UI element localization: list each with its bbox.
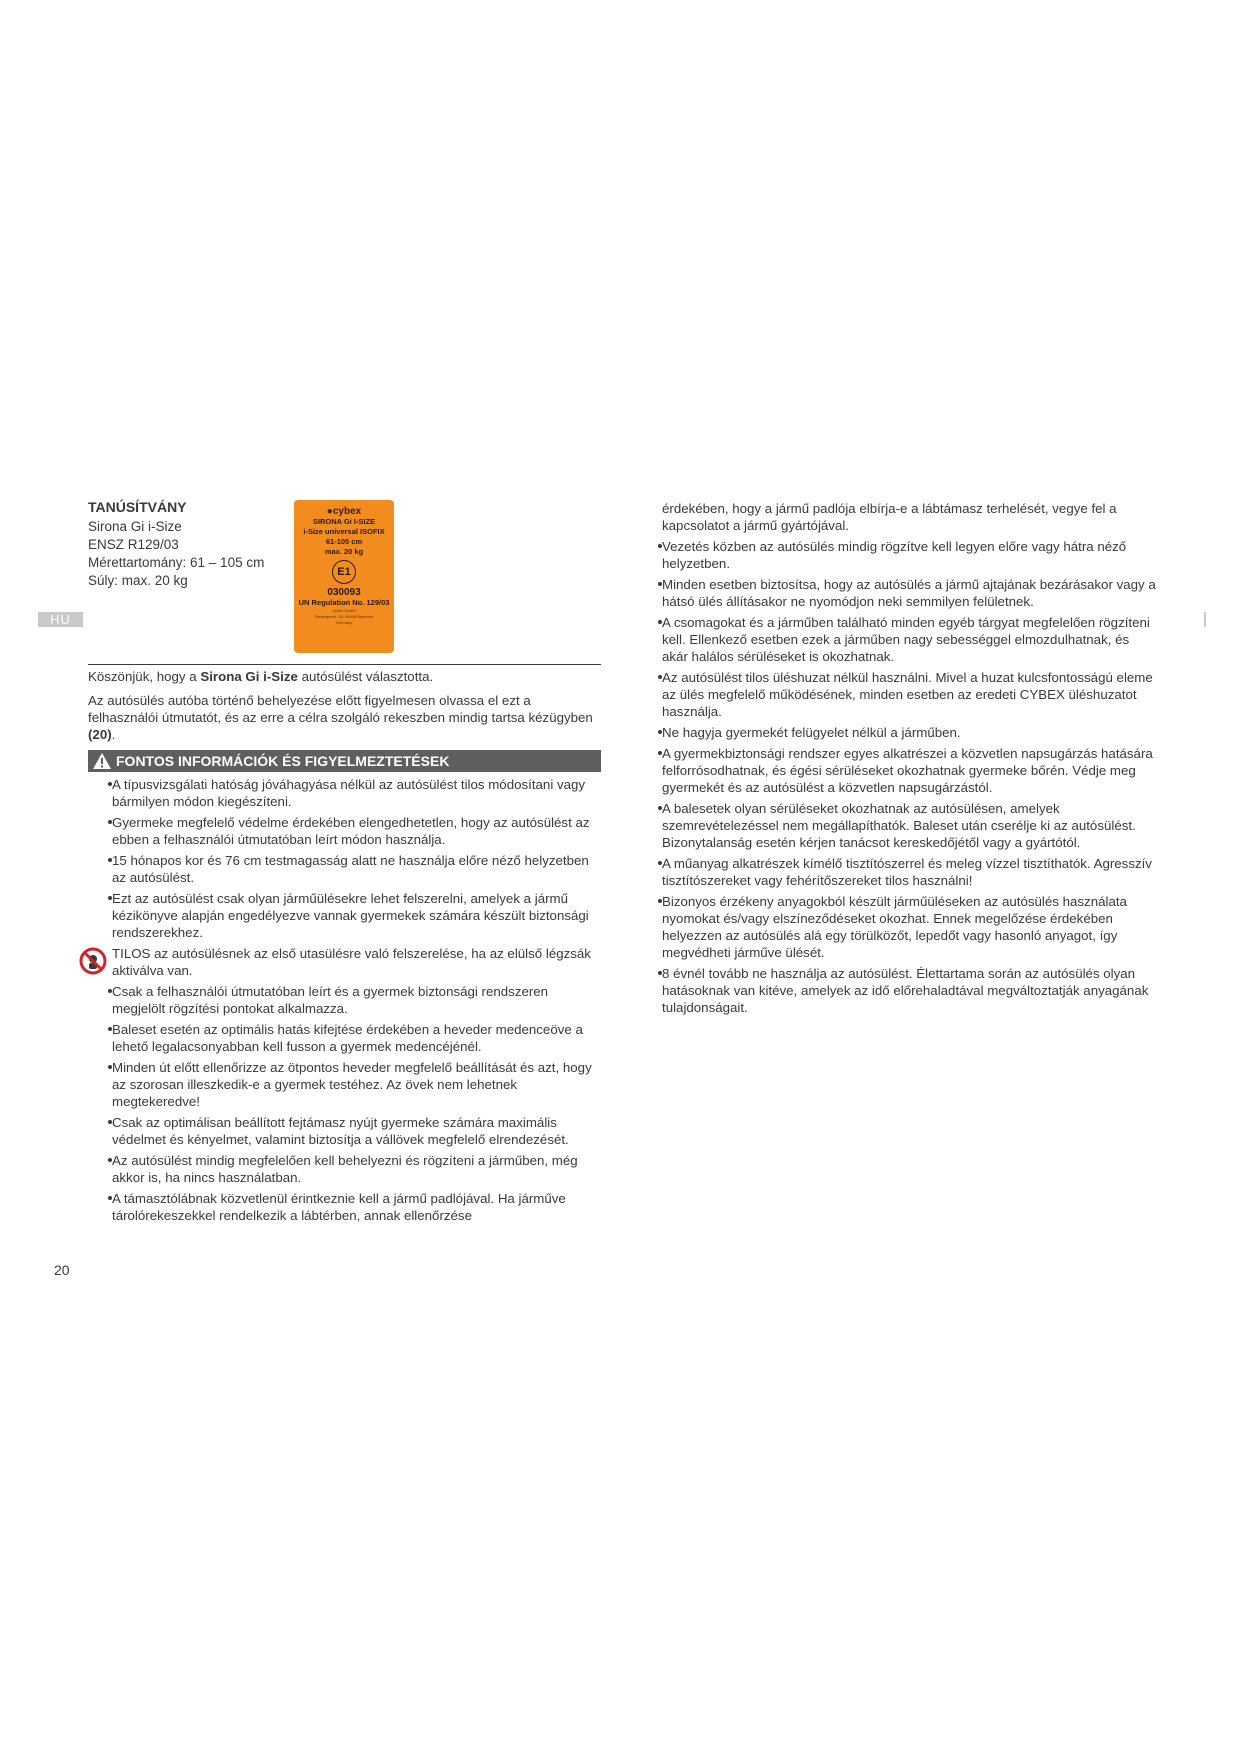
page-number: 20 (54, 1262, 70, 1278)
warning-header (88, 750, 601, 772)
label-fine-print: Germany (335, 620, 353, 625)
label-line: 61-105 cm (325, 537, 363, 546)
certificate-line: Sirona Gi i-Size (88, 519, 182, 534)
list-item: Csak a felhasználói útmutatóban leírt és a gyermek biztonsági rendszeren megjelölt rögzítési pontokat alkalmazza. (112, 983, 604, 1017)
intro-text (88, 668, 602, 750)
approval-number: 030093 (327, 587, 361, 598)
thanks-paragraph: Köszönjük, hogy a Sirona Gi i-Size autósülést választotta. (88, 669, 434, 684)
label-line: i-Size universal ISOFIX (303, 527, 385, 536)
certificate-line: Súly: max. 20 kg (88, 573, 188, 588)
certificate-heading: TANÚSÍTVÁNY (88, 499, 187, 515)
brand-logo: ●cybex (326, 506, 362, 517)
language-tab: HU (38, 612, 83, 627)
regulation-text: UN Regulation No. 129/03 (298, 598, 390, 607)
no-airbag-icon (79, 947, 107, 975)
list-item: Bizonyos érzékeny anyagokból készült járműüléseken az autósülés használata nyomokat és/vagy elszíneződéseket okozhat. Ennek megelőzése érdekében helyezzen az autósülés alá egy törülközőt, lepedőt vagy hasonló anyagot, így megvédheti járműve ülését. (662, 893, 1158, 961)
certificate-line: Mérettartomány: 61 – 105 cm (88, 555, 265, 570)
list-item: A balesetek olyan sérüléseket okozhatnak az autósülésen, amelyek szemrevételezéssel nem megállapíthatók. Baleset után cserélje ki az autósülést. Bizonytalanság esetén kérjen tanácsot kereskedőjétől vagy a gyártótól. (662, 800, 1158, 851)
list-item: Baleset esetén az optimális hatás kifejtése érdekében a heveder medenceöve a lehető legalacsonyabban kell fusson a gyermek medencéjénél. (112, 1021, 604, 1055)
list-item: Minden esetben biztosítsa, hogy az autósülés a jármű ajtajának bezárásakor vagy a hátsó ülés állításakor ne nyomódjon neki semmilyen felületnek. (662, 576, 1158, 610)
warnings-list-left (112, 776, 604, 1228)
list-item: Az autósülést tilos üléshuzat nélkül használni. Mivel a huzat kulcsfontosságú eleme az ülés megfelelő működésének, minden esetben az eredeti CYBEX üléshuzatot használja. (662, 669, 1158, 720)
list-item: A típusvizsgálati hatóság jóváhagyása nélkül az autósülést tilos módosítani vagy bármilyen módon kiegészíteni. (112, 776, 604, 810)
list-item: 8 évnél tovább ne használja az autósülést. Élettartama során az autósülés olyan hatásoknak van kitéve, amelyek az idő előrehaladtával megváltoztatják anyagának tulajdonságait. (662, 965, 1158, 1016)
warning-header-text: FONTOS INFORMÁCIÓK ÉS FIGYELMEZTETÉSEK (116, 753, 450, 769)
section-divider (88, 664, 601, 665)
warning-triangle-icon (92, 752, 112, 770)
list-item: Gyermeke megfelelő védelme érdekében elengedhetetlen, hogy az autósülést az ebben a felhasználói útmutatóban leírt módon használja. (112, 814, 604, 848)
warnings-list-right (662, 500, 1158, 1020)
list-item: Csak az optimálisan beállított fejtámasz nyújt gyermeke számára maximális védelmet és kényelmet, valamint biztosítja a vállövek megfelelő elrendezését. (112, 1114, 604, 1148)
list-item: A csomagokat és a járműben található minden egyéb tárgyat megfelelően rögzíteni kell. Ellenkező esetben ezek a járműben nagy sebességgel elmozdulhatnak, és akár halálos sérüléseket is okozhatnak. (662, 614, 1158, 665)
label-fine-print: Riedingerstr. 18, 95448 Bayreuth (314, 614, 374, 619)
list-item: A támasztólábnak közvetlenül érintkeznie kell a jármű padlójával. Ha járműve tárolórekeszekkel rendelkezik a lábtérben, annak ellenőrzése (112, 1190, 604, 1224)
list-item: Vezetés közben az autósülés mindig rögzítve kell legyen előre vagy hátra néző helyzetben. (662, 538, 1158, 572)
list-item: 15 hónapos kor és 76 cm testmagasság alatt ne használja előre néző helyzetben az autósülést. (112, 852, 604, 886)
label-line: SIRONA Gi I-SIZE (312, 517, 376, 526)
list-item: Ezt az autósülést csak olyan járműülésekre lehet felszerelni, amelyek a jármű kézikönyve alapján engedélyezve vannak gyermekek számára készült biztonsági rendszerekhez. (112, 890, 604, 941)
certificate-block (88, 498, 264, 590)
approval-label (294, 500, 394, 653)
page-edge-marker (1204, 612, 1206, 627)
list-item: A gyermekbiztonsági rendszer egyes alkatrészei a közvetlen napsugárzás hatására felforrósodhatnak, és égési sérüléseket okozhatnak gyermeke bőrén. Védje meg gyermekét és az autósülést a közvetlen napsugárzástól. (662, 745, 1158, 796)
list-item: Minden út előtt ellenőrizze az ötpontos heveder megfelelő beállítását és azt, hogy az szorosan illeszkedik-e a gyermek testéhez. Az övek nem lehetnek megtekeredve! (112, 1059, 604, 1110)
list-item: Az autósülést mindig megfelelően kell behelyezni és rögzíteni a járműben, még akkor is, ha nincs használatban. (112, 1152, 604, 1186)
list-item: A műanyag alkatrészek kímélő tisztítószerrel és meleg vízzel tisztíthatók. Agresszív tisztítószereket vagy fehérítőszereket tilos használni! (662, 855, 1158, 889)
continued-paragraph: érdekében, hogy a jármű padlója elbírja-e a lábtámasz terhelését, vegye fel a kapcsolatot a jármű gyártójával. (662, 501, 1117, 533)
certificate-line: ENSZ R129/03 (88, 537, 179, 552)
list-item-airbag: TILOS az autósülésnek az első utasülésre való felszerelése, ha az elülső légzsák aktiválva van. (82, 945, 604, 979)
list-item: Ne hagyja gyermekét felügyelet nélkül a járműben. (662, 724, 1158, 741)
instruction-paragraph: Az autósülés autóba történő behelyezése előtt figyelmesen olvassa el ezt a felhasználói útmutatót, és az erre a célra szolgáló rekeszben mindig tartsa kézügyben (20). (88, 693, 593, 742)
e1-approval-mark: E1 (332, 560, 356, 584)
label-line: max. 20 kg (324, 547, 364, 556)
label-fine-print: Cybex GmbH (331, 608, 356, 613)
